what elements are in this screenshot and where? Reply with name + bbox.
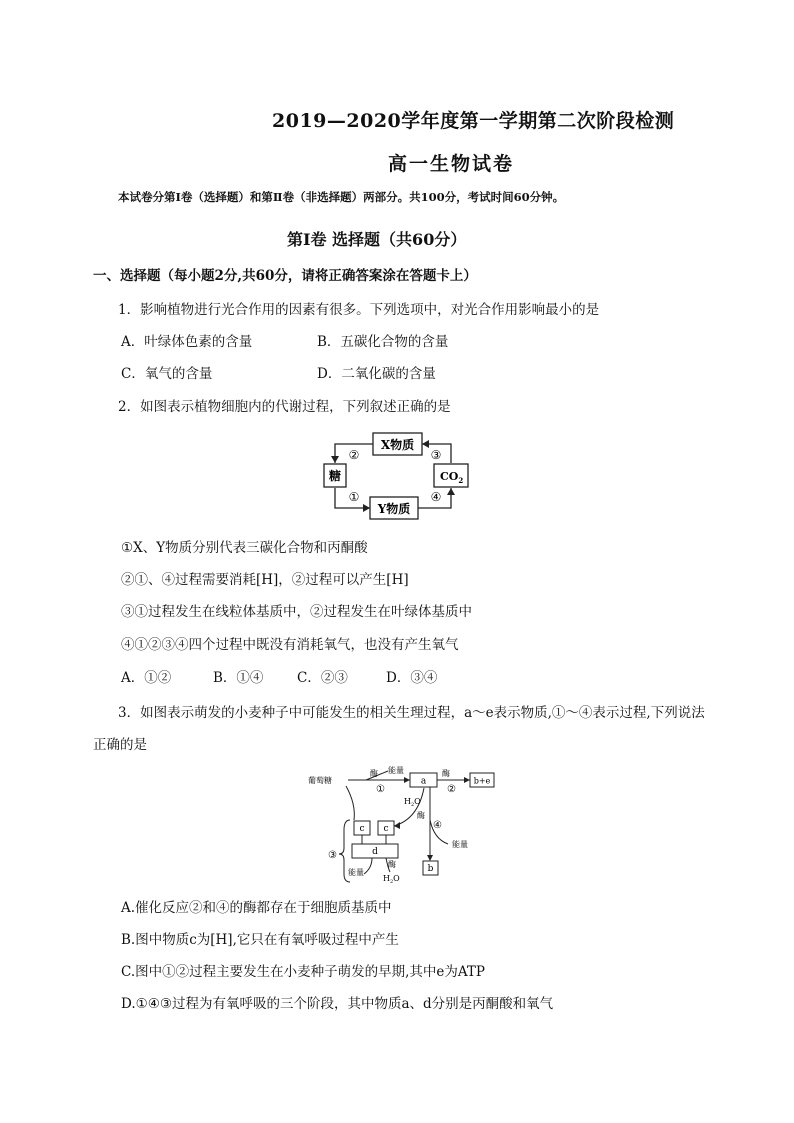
q2-step-3: ③ bbox=[430, 448, 442, 462]
q1-option-a: A．叶绿体色素的含量 bbox=[121, 334, 253, 350]
q2-option-b: B．①④ bbox=[213, 670, 264, 686]
q3-option-d: D.①④③过程为有氧呼吸的三个阶段，其中物质a、d分别是丙酮酸和氧气 bbox=[121, 996, 554, 1012]
q2-y-label: Y物质 bbox=[377, 502, 411, 516]
q3-line-d-to-energy bbox=[364, 858, 372, 874]
q3-arrow-into-b bbox=[427, 855, 433, 861]
q2-sugar-label: 糖 bbox=[328, 469, 342, 483]
exam-subtitle: 高一生物试卷 bbox=[388, 153, 515, 175]
q2-co2-label: $CO_2$ bbox=[440, 470, 464, 485]
q3-energy-bottom: 能量 bbox=[348, 868, 364, 877]
q1-stem: 1．影响植物进行光合作用的因素有很多。下列选项中，对光合作用影响最小的是 bbox=[118, 302, 600, 318]
q3-a-label: a bbox=[420, 776, 427, 787]
q2-metabolism-diagram bbox=[318, 430, 478, 522]
q1-option-d: D．二氧化碳的含量 bbox=[317, 366, 436, 382]
q3-enzyme-4: 酶 bbox=[388, 860, 396, 869]
q2-option-a: A．①② bbox=[121, 670, 172, 686]
q3-stem-line2: 正确的是 bbox=[93, 737, 147, 753]
q2-stem: 2．如图表示植物细胞内的代谢过程，下列叙述正确的是 bbox=[118, 399, 451, 415]
exam-intro: 本试卷分第Ⅰ卷（选择题）和第Ⅱ卷（非选择题）两部分。共100分，考试时间60分钟。 bbox=[118, 190, 565, 204]
q3-stem-line1: 3．如图表示萌发的小麦种子中可能发生的相关生理过程，a～e表示物质,①～④表示过程,下列说法 bbox=[118, 705, 705, 721]
q3-arrow-into-c bbox=[394, 822, 400, 829]
q3-step-4: ④ bbox=[433, 820, 442, 831]
q2-statement-2: ②①、④过程需要消耗[H]，②过程可以产生[H] bbox=[121, 572, 409, 588]
q3-arrow-into-a bbox=[404, 777, 410, 783]
q3-d-label: d bbox=[372, 847, 378, 857]
q3-be-label: b+e bbox=[473, 776, 491, 786]
q3-h2o-top: $H_2O$ bbox=[404, 797, 421, 808]
q3-b-label: b bbox=[427, 864, 434, 874]
q2-statement-3: ③①过程发生在线粒体基质中，②过程发生在叶绿体基质中 bbox=[121, 604, 472, 620]
q3-arrow-into-be bbox=[464, 777, 470, 783]
q3-c1-label: c bbox=[359, 824, 365, 834]
q3-energy-right: 能量 bbox=[452, 840, 468, 849]
q3-option-c: C.图中①②过程主要发生在小麦种子萌发的早期,其中e为ATP bbox=[121, 964, 486, 980]
q3-energy-1: 能量 bbox=[388, 766, 404, 775]
q3-h2o-bottom: $H_2O$ bbox=[383, 874, 400, 884]
q3-enzyme-2: 酶 bbox=[442, 769, 450, 778]
q2-step-1: ① bbox=[348, 490, 360, 504]
q2-step-4: ④ bbox=[430, 490, 442, 504]
q1-option-c: C．氧气的含量 bbox=[121, 366, 213, 382]
q3-enzyme-1: 酶 bbox=[370, 769, 378, 778]
section-heading: 一、选择题（每小题2分,共60分，请将正确答案涂在答题卡上） bbox=[93, 268, 477, 284]
q3-step-1: ① bbox=[376, 784, 385, 795]
q2-arrow-into-y bbox=[363, 504, 370, 512]
exam-title: 2019—2020学年度第一学期第二次阶段检测 bbox=[272, 110, 675, 132]
q2-x-label: X物质 bbox=[380, 438, 415, 452]
q3-line-glucose-down bbox=[346, 786, 354, 820]
q2-step-2: ② bbox=[348, 448, 360, 462]
q3-option-b: B.图中物质c为[H],它只在有氧呼吸过程中产生 bbox=[121, 932, 399, 948]
q3-respiration-diagram bbox=[306, 764, 498, 884]
q3-step-2: ② bbox=[447, 784, 456, 795]
q2-arrow-into-co2 bbox=[447, 488, 455, 495]
q2-arrow-into-x bbox=[422, 440, 429, 448]
q3-line-a-to-c bbox=[394, 788, 424, 826]
q3-step-3: ③ bbox=[328, 850, 337, 861]
q2-statement-1: ①X、Y物质分别代表三碳化合物和丙酮酸 bbox=[121, 540, 368, 556]
q1-option-b: B．五碳化合物的含量 bbox=[317, 334, 449, 350]
q2-arrow-into-sugar bbox=[331, 456, 339, 463]
q2-statement-4: ④①②③④四个过程中既没有消耗氧气，也没有产生氧气 bbox=[121, 637, 459, 653]
q3-c2-label: c bbox=[383, 824, 389, 834]
part-heading: 第Ⅰ卷 选择题（共60分） bbox=[287, 230, 467, 249]
q3-glucose-label: 葡萄糖 bbox=[308, 776, 332, 785]
q3-enzyme-3: 酶 bbox=[417, 811, 425, 820]
q2-option-c: C．②③ bbox=[297, 670, 348, 686]
q3-option-a: A.催化反应②和④的酶都存在于细胞质基质中 bbox=[121, 900, 392, 916]
q2-option-d: D．③④ bbox=[386, 670, 438, 686]
